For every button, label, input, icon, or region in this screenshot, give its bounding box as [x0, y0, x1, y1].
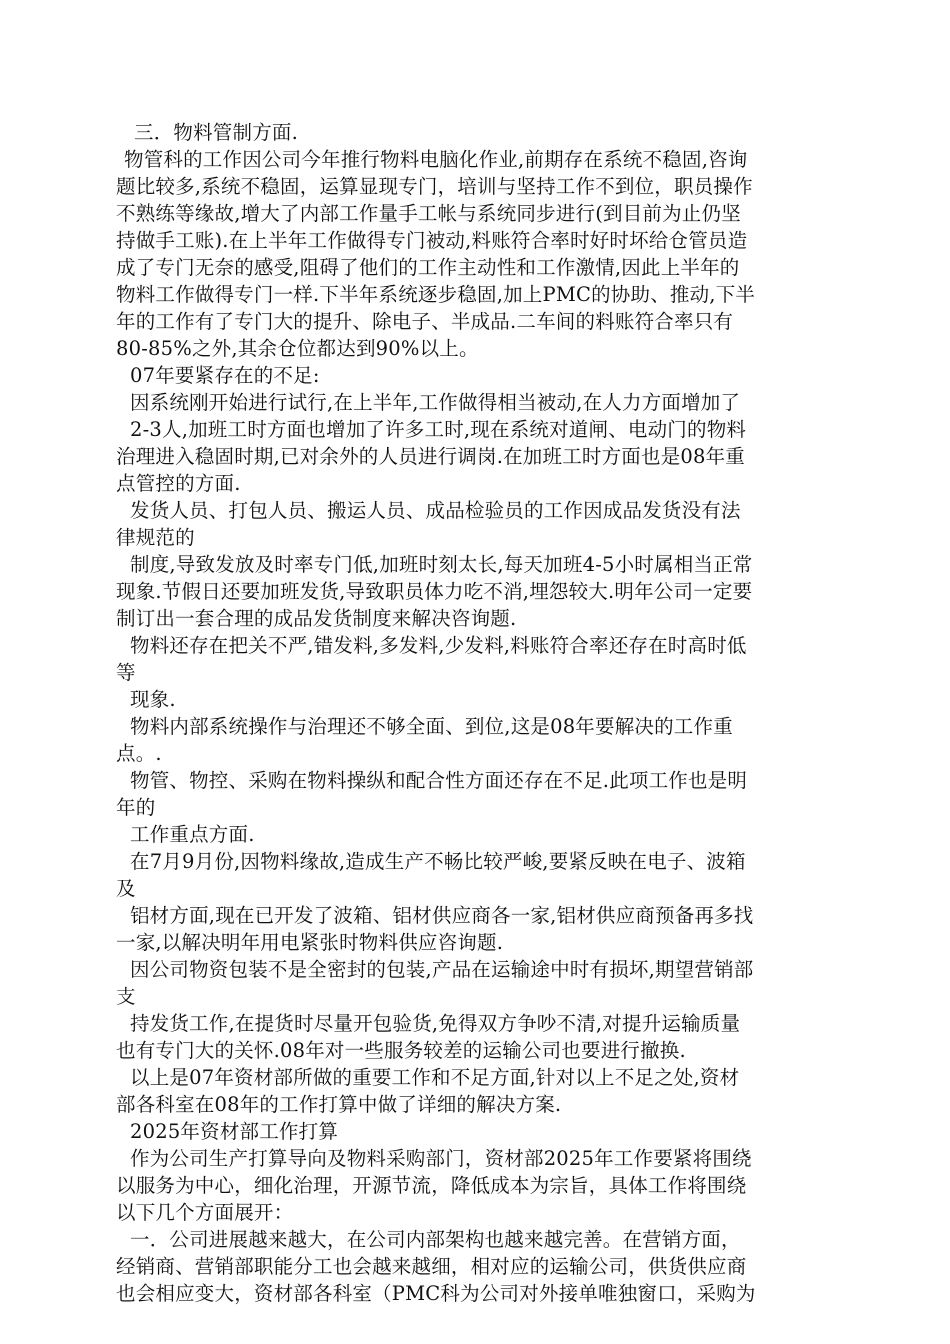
- text-line: 部各科室在08年的工作打算中做了详细的解决方案.: [116, 1093, 562, 1116]
- text-line: 因系统刚开始进行试行,在上半年,工作做得相当被动,在人力方面增加了: [130, 391, 741, 414]
- text-line: 工作重点方面.: [130, 823, 255, 846]
- text-line: 物料还存在把关不严,错发料,多发料,少发料,料账符合率还存在时高时低: [130, 634, 747, 657]
- text-line: 一家,以解决明年用电紧张时物料供应咨询题.: [116, 931, 504, 954]
- text-line: 在7月9月份,因物料缘故,造成生产不畅比较严峻,要紧反映在电子、波箱: [130, 850, 746, 873]
- text-line: 持发货工作,在提货时尽量开包验货,免得双方争吵不清,对提升运输质量: [130, 1012, 741, 1035]
- text-line: 点。.: [116, 742, 162, 765]
- text-line: 点管控的方面.: [116, 472, 241, 495]
- text-line: 不熟练等缘故,增大了内部工作量手工帐与系统同步进行(到目前为止仍坚: [116, 202, 741, 225]
- text-line: 2-3人,加班工时方面也增加了许多工时,现在系统对道闸、电动门的物料: [130, 418, 747, 441]
- text-line: 及: [116, 877, 136, 900]
- text-line: 制度,导致发放及时率专门低,加班时刻太长,每天加班4-5小时属相当正常: [130, 553, 753, 576]
- text-line: 现象.节假日还要加班发货,导致职员体力吃不消,埋怨较大.明年公司一定要: [116, 580, 753, 603]
- text-line: 物料内部系统操作与治理还不够全面、到位,这是08年要解决的工作重: [130, 715, 733, 738]
- text-line: 因公司物资包装不是全密封的包装,产品在运输途中时有损坏,期望营销部: [130, 958, 754, 981]
- text-line: 以上是07年资材部所做的重要工作和不足方面,针对以上不足之处,资材: [130, 1066, 740, 1089]
- text-line: 等: [116, 661, 136, 684]
- text-line: 80-85%之外,其余仓位都达到90%以上。: [116, 337, 479, 360]
- text-line: 也会相应变大，资材部各科室（PMC科为公司对外接单唯独窗口，采购为: [116, 1282, 756, 1305]
- text-line: 年的: [116, 796, 156, 819]
- text-line: 治理进入稳固时期,已对余外的人员进行调岗.在加班工时方面也是08年重: [116, 445, 746, 468]
- text-line: 也有专门大的关怀.08年对一些服务较差的运输公司也要进行撤换.: [116, 1039, 686, 1062]
- text-line: 现象.: [130, 688, 176, 711]
- text-line: 物管、物控、采购在物料操纵和配合性方面还存在不足.此项工作也是明: [130, 769, 748, 792]
- text-line: 2025年资材部工作打算: [130, 1120, 339, 1143]
- text-line: 一．公司进展越来越大，在公司内部架构也越来越完善。在营销方面，: [130, 1228, 741, 1251]
- text-line: 作为公司生产打算导向及物料采购部门，资材部2025年工作要紧将围绕: [130, 1147, 752, 1170]
- text-line: 年的工作有了专门大的提升、除电子、半成品.二车间的料账符合率只有: [116, 310, 734, 333]
- text-line: 制订出一套合理的成品发货制度来解决咨询题.: [116, 607, 517, 630]
- text-line: 物料工作做得专门一样.下半年系统逐步稳固,加上PMC的协助、推动,下半: [116, 283, 756, 306]
- text-line: 以下几个方面展开：: [116, 1201, 294, 1224]
- text-line: 支: [116, 985, 136, 1008]
- text-line: 铝材方面,现在已开发了波箱、铝材供应商各一家,铝材供应商预备再多找: [130, 904, 754, 927]
- text-line: 三．物料管制方面.: [134, 121, 298, 144]
- text-line: 发货人员、打包人员、搬运人员、成品检验员的工作因成品发货没有法: [130, 499, 741, 522]
- text-line: 持做手工账).在上半年工作做得专门被动,料账符合率时好时坏给仓管员造: [116, 229, 748, 252]
- text-line: 物管科的工作因公司今年推行物料电脑化作业,前期存在系统不稳固,咨询: [124, 148, 748, 171]
- text-line: 以服务为中心，细化治理，开源节流，降低成本为宗旨，具体工作将围绕: [116, 1174, 747, 1197]
- text-line: 律规范的: [116, 526, 195, 549]
- text-line: 07年要紧存在的不足:: [130, 364, 320, 387]
- text-line: 成了专门无奈的感受,阻碍了他们的工作主动性和工作激情,因此上半年的: [116, 256, 740, 279]
- text-line: 经销商、营销部职能分工也会越来越细，相对应的运输公司，供货供应商: [116, 1255, 747, 1278]
- text-line: 题比较多,系统不稳固，运算显现专门，培训与坚持工作不到位，职员操作: [116, 175, 753, 198]
- document-page: [116, 119, 836, 1307]
